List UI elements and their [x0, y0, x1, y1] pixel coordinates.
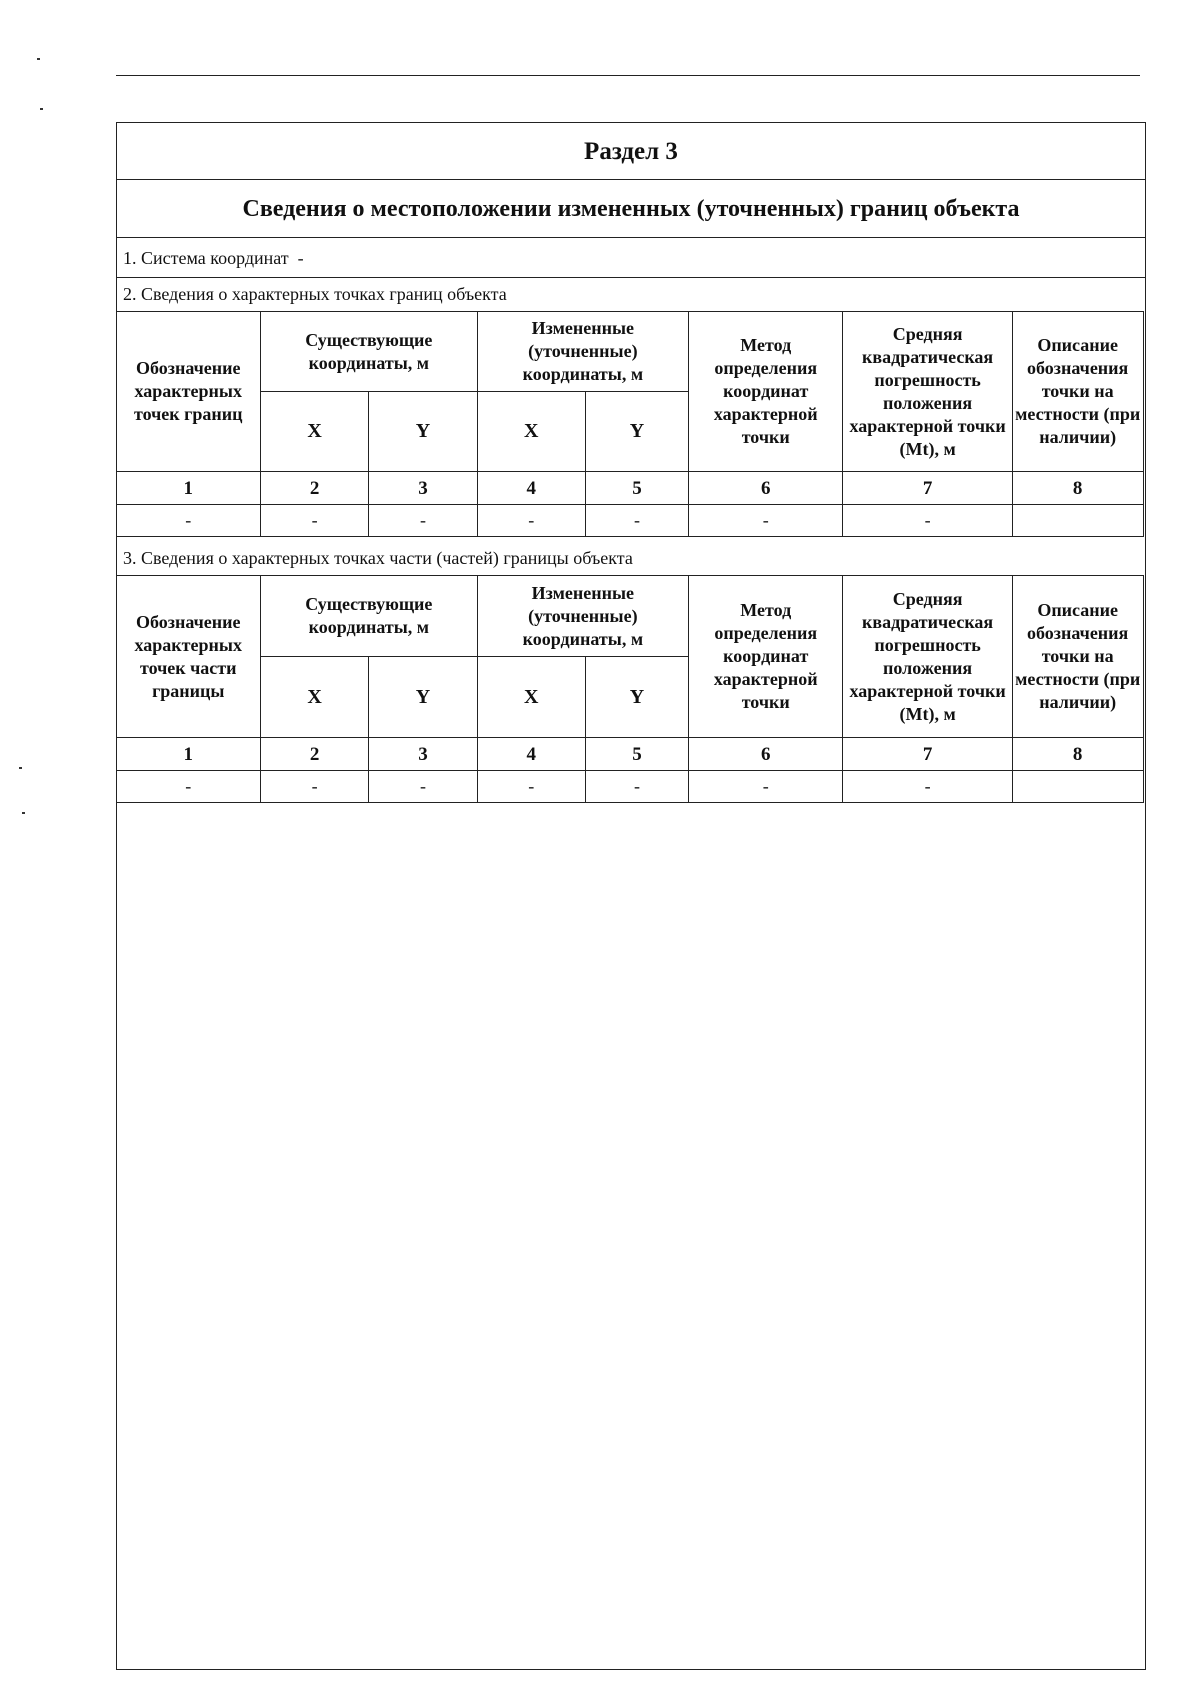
- column-number: 4: [477, 472, 585, 505]
- scan-speck: [22, 812, 25, 814]
- column-number: 1: [116, 738, 260, 771]
- header-existing-y: Y: [369, 657, 477, 738]
- table-cell: -: [477, 771, 585, 803]
- header-existing-x: X: [260, 657, 368, 738]
- header-changed-y: Y: [585, 392, 688, 472]
- header-designation: Обозначение характерных точек границ: [116, 312, 260, 472]
- table-cell: -: [369, 771, 477, 803]
- column-number: 3: [369, 738, 477, 771]
- header-method: Метод определения координат характерной точки: [689, 576, 843, 738]
- table-cell: -: [843, 771, 1012, 803]
- table-cell: -: [843, 505, 1012, 537]
- table-row: [116, 505, 1143, 537]
- header-existing-coords: Существующие координаты, м: [260, 312, 477, 392]
- table-cell: -: [477, 505, 585, 537]
- scan-speck: [37, 58, 40, 60]
- column-numbers-row: [116, 738, 1143, 771]
- column-number: 6: [689, 738, 843, 771]
- table-row: [116, 771, 1143, 803]
- part-boundary-points-table: [116, 575, 1144, 803]
- header-error: Средняя квадратическая погрешность положения характерной точки (Mt), м: [843, 312, 1012, 472]
- coordinate-system-label: 1. Система координат: [123, 248, 289, 268]
- coordinate-system-value: -: [297, 248, 304, 268]
- column-number: 5: [585, 472, 688, 505]
- table2-caption: 3. Сведения о характерных точках части (частей) границы объекта: [123, 548, 633, 568]
- column-number: 2: [260, 472, 368, 505]
- table-cell: -: [369, 505, 477, 537]
- boundary-points-table: [116, 311, 1144, 537]
- column-number: 7: [843, 472, 1012, 505]
- column-numbers-row: [116, 472, 1143, 505]
- column-number: 5: [585, 738, 688, 771]
- table-cell: -: [116, 505, 260, 537]
- table-cell: [1012, 505, 1143, 537]
- column-number: 6: [689, 472, 843, 505]
- table-cell: -: [260, 771, 368, 803]
- column-number: 8: [1012, 738, 1143, 771]
- header-description: Описание обозначения точки на местности (при наличии): [1012, 576, 1143, 738]
- column-number: 2: [260, 738, 368, 771]
- column-number: 7: [843, 738, 1012, 771]
- table-cell: -: [260, 505, 368, 537]
- table-cell: -: [585, 505, 688, 537]
- document-frame: [116, 122, 1146, 1670]
- main-title: Сведения о местоположении измененных (уточненных) границ объекта: [117, 180, 1145, 238]
- header-error: Средняя квадратическая погрешность положения характерной точки (Mt), м: [843, 576, 1012, 738]
- table-cell: -: [585, 771, 688, 803]
- header-method: Метод определения координат характерной точки: [689, 312, 843, 472]
- table-cell: [1012, 771, 1143, 803]
- header-description: Описание обозначения точки на местности (при наличии): [1012, 312, 1143, 472]
- table-cell: -: [689, 771, 843, 803]
- scan-speck: [19, 767, 22, 769]
- table-cell: -: [116, 771, 260, 803]
- table1-caption: 2. Сведения о характерных точках границ объекта: [123, 284, 507, 304]
- header-changed-x: X: [477, 392, 585, 472]
- header-existing-y: Y: [369, 392, 477, 472]
- column-number: 3: [369, 472, 477, 505]
- coordinate-system-row: [117, 238, 1145, 278]
- header-changed-y: Y: [585, 657, 688, 738]
- section-title: Раздел 3: [117, 123, 1145, 180]
- header-changed-coords: Измененные (уточненные) координаты, м: [477, 312, 688, 392]
- header-existing-x: X: [260, 392, 368, 472]
- header-changed-x: X: [477, 657, 585, 738]
- header-changed-coords: Измененные (уточненные) координаты, м: [477, 576, 688, 657]
- table-cell: -: [689, 505, 843, 537]
- column-number: 4: [477, 738, 585, 771]
- column-number: 8: [1012, 472, 1143, 505]
- header-designation: Обозначение характерных точек части границы: [116, 576, 260, 738]
- header-existing-coords: Существующие координаты, м: [260, 576, 477, 657]
- column-number: 1: [116, 472, 260, 505]
- top-rule: [116, 75, 1140, 76]
- scan-speck: [40, 108, 43, 110]
